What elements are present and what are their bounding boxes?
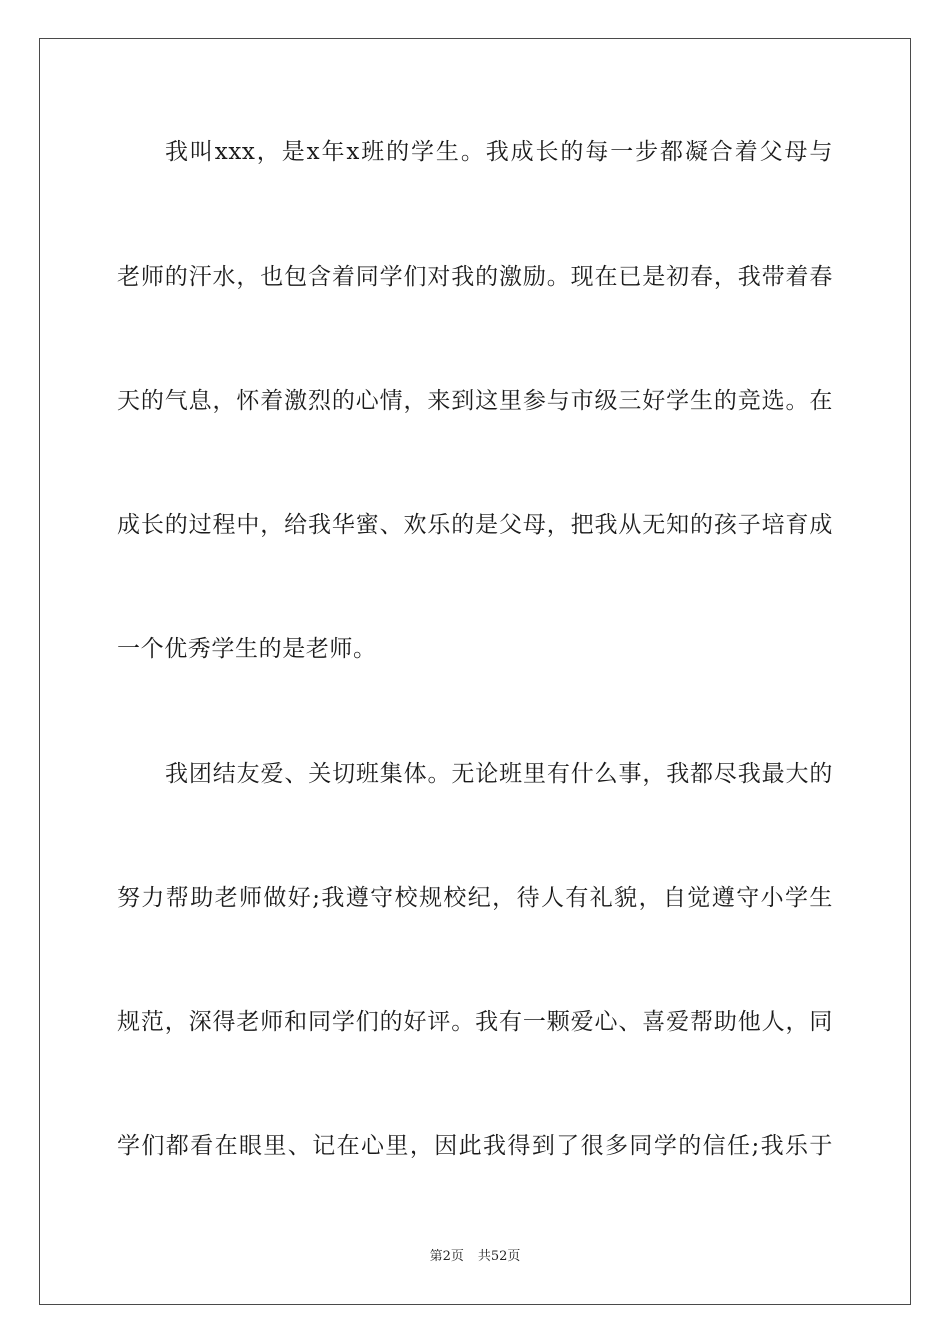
page-number: 第2页 (429, 1249, 464, 1264)
text-line: 老师的汗水，也包含着同学们对我的激励。现在已是初春，我带着春 (117, 264, 833, 290)
text-line: 天的气息，怀着激烈的心情，来到这里参与市级三好学生的竞选。在 (117, 388, 833, 414)
text-line: 成长的过程中，给我华蜜、欢乐的是父母，把我从无知的孩子培育成 (117, 512, 833, 538)
text-line: 努力帮助老师做好;我遵守校规校纪，待人有礼貌，自觉遵守小学生 (117, 885, 833, 911)
text-line: 我团结友爱、关切班集体。无论班里有什么事，我都尽我最大的 (165, 761, 833, 787)
text-line: 一个优秀学生的是老师。 (117, 636, 377, 662)
page-total: 共52页 (477, 1249, 521, 1264)
page-footer (0, 1248, 950, 1266)
page-border (39, 38, 911, 1305)
text-line: 规范，深得老师和同学们的好评。我有一颗爱心、喜爱帮助他人，同 (117, 1009, 833, 1035)
text-line: 我叫xxx，是x年x班的学生。我成长的每一步都凝合着父母与 (165, 139, 833, 165)
text-line: 学们都看在眼里、记在心里，因此我得到了很多同学的信任;我乐于 (117, 1133, 833, 1159)
